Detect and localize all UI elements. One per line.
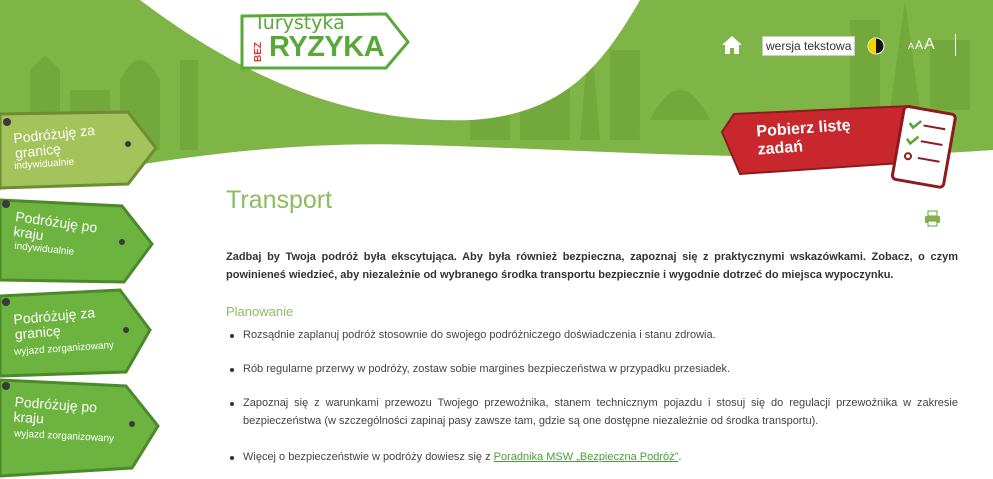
checklist-icon bbox=[900, 110, 950, 184]
contrast-icon[interactable] bbox=[867, 37, 885, 55]
nav-item-title: Podróżuję za granicę bbox=[12, 304, 96, 343]
font-size-medium[interactable]: A bbox=[915, 38, 924, 52]
nav-item-abroad-individual[interactable] bbox=[0, 108, 165, 193]
logo-text-top: Turystyka bbox=[254, 12, 345, 34]
list-item-text bbox=[226, 448, 958, 466]
download-task-list-button[interactable] bbox=[720, 104, 958, 190]
nav-item-abroad-organized[interactable] bbox=[0, 286, 165, 381]
list-item-text: Rób regularne przerwy w podróży, zostaw sobie margines bezpieczeństwa w przypadku przesiadek. bbox=[243, 363, 731, 375]
logo-text-main: RYZYKA bbox=[269, 31, 385, 63]
nav-item-subtitle: indywidualnie bbox=[13, 240, 75, 258]
nav-item-subtitle: wyjazd zorganizowany bbox=[13, 339, 115, 358]
intro-paragraph: Zadbaj by Twoja podróż była ekscytująca. Aby była również bezpieczna, zapoznaj się z praktycznymi wskazówkami. Zobacz, o czym powinieneś wiedzieć, aby niezależnie od wybranego środka transportu bezpiecznie i wygodnie dotrzeć do miejsca wypoczynku. bbox=[226, 251, 958, 281]
bullet-marker bbox=[230, 368, 234, 372]
list-item-text: Zapoznaj się z warunkami przewozu Twojego przewoźnika, stanem technicznym pojazdu i stosuj się do regulacji przewoźnika w zakresie bezpieczeństwa (w szczególności zapinaj pasy zawsze tam, gdzie są one dostępne niezależnie od środka transportu). bbox=[243, 397, 958, 427]
site-logo[interactable] bbox=[236, 8, 412, 76]
bullet-marker bbox=[230, 334, 234, 338]
list-item bbox=[226, 394, 958, 430]
nav-item-subtitle: indywidualnie bbox=[13, 156, 75, 172]
left-navigation bbox=[0, 108, 165, 479]
text-version-link[interactable]: wersja tekstowa bbox=[762, 36, 855, 56]
print-icon[interactable] bbox=[924, 210, 941, 227]
page-title: Transport bbox=[226, 186, 333, 214]
cta-label: Pobierz listę zadań bbox=[755, 117, 852, 159]
font-size-small[interactable]: A bbox=[908, 41, 915, 51]
list-item bbox=[226, 448, 958, 466]
list-item bbox=[226, 326, 958, 344]
logo-text-bez: BEZ bbox=[253, 42, 264, 62]
nav-item-title: Podróżuję po kraju bbox=[12, 208, 99, 244]
nav-item-title: Podróżuję po kraju bbox=[13, 393, 98, 427]
font-size-large[interactable]: A bbox=[924, 36, 935, 53]
nav-item-subtitle: wyjazd zorganizowany bbox=[13, 428, 115, 445]
list-item-prefix: Więcej o bezpieczeństwie w podróży dowiesz się z bbox=[243, 451, 494, 463]
home-icon[interactable] bbox=[721, 35, 743, 55]
header-divider bbox=[955, 34, 956, 56]
bullet-marker bbox=[230, 456, 234, 460]
list-item-text: Rozsądnie zaplanuj podróż stosownie do swojego podróżniczego doświadczenia i stanu zdrowia. bbox=[243, 329, 716, 341]
msw-guide-link[interactable]: Poradnika MSW „Bezpieczna Podróż” bbox=[493, 451, 679, 463]
nav-item-title: Podróżuję za granicę bbox=[12, 121, 96, 162]
font-size-switcher bbox=[908, 36, 936, 54]
section-title: Planowanie bbox=[226, 304, 294, 319]
list-item-suffix: . bbox=[678, 451, 682, 463]
list-item bbox=[226, 360, 958, 378]
nav-item-domestic-individual[interactable] bbox=[0, 196, 165, 288]
nav-item-domestic-organized[interactable] bbox=[0, 376, 165, 479]
bullet-marker bbox=[230, 402, 234, 406]
